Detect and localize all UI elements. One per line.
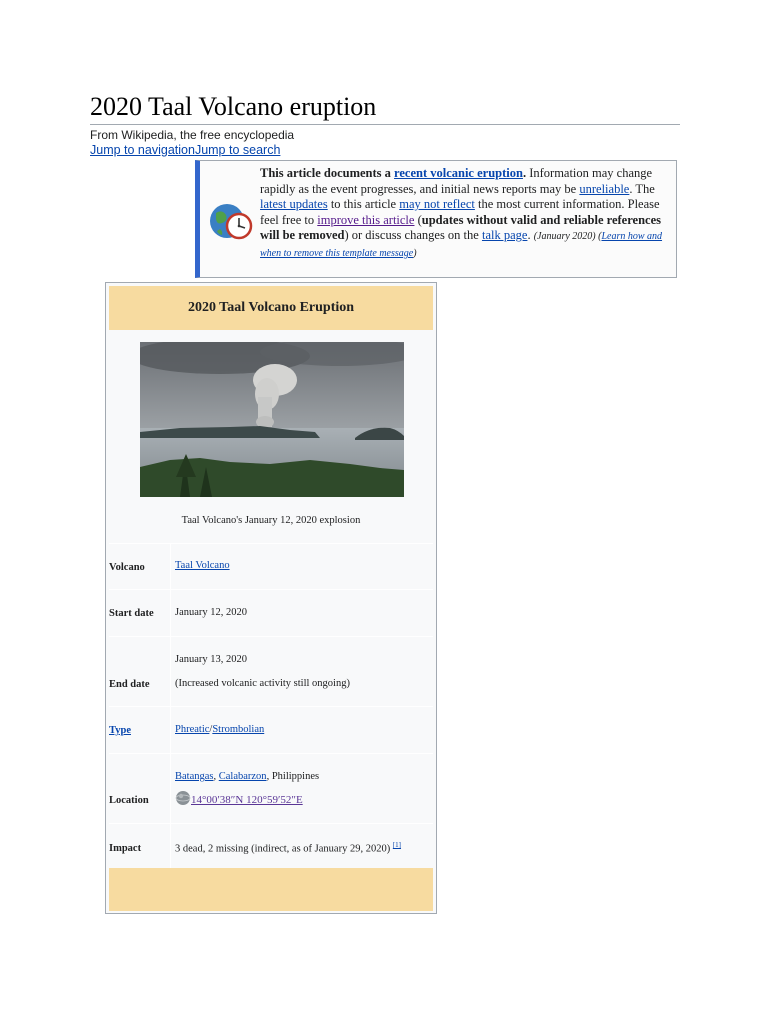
row-separator: [109, 543, 433, 544]
jump-to-navigation-link[interactable]: Jump to navigation: [90, 143, 195, 157]
latest-updates-link[interactable]: latest updates: [260, 197, 328, 212]
impact-text: 3 dead, 2 missing (indirect, as of January 29, 2020): [175, 843, 393, 855]
impact-value: [175, 841, 401, 855]
unreliable-link[interactable]: unreliable: [579, 181, 630, 196]
coordinates-link[interactable]: 14°00′38″N 120°59′52″E: [191, 794, 303, 806]
batangas-link[interactable]: Batangas: [175, 771, 214, 782]
taal-volcano-link[interactable]: Taal Volcano: [175, 560, 230, 571]
improve-article-link[interactable]: improve this article: [317, 212, 415, 227]
notice-text-5: (: [414, 212, 422, 227]
volcano-value: [175, 560, 230, 571]
notice-text-1: Information may change rapidly as the event progresses, and initial news reports may be: [260, 166, 653, 196]
page-title: 2020 Taal Volcano eruption: [90, 92, 680, 125]
volcano-label: Volcano: [109, 562, 145, 573]
notice-text: [260, 166, 672, 262]
end-date-label: End date: [109, 679, 150, 690]
row-separator: [109, 823, 433, 824]
end-date-note: (Increased volcanic activity still ongoing): [175, 678, 350, 689]
may-not-reflect-link[interactable]: may not reflect: [399, 197, 475, 212]
notice-text-9: ): [413, 247, 417, 259]
reference-1-link[interactable]: [1]: [392, 841, 402, 849]
learn-remove-template-link[interactable]: Learn how and when to remove this template message: [260, 231, 663, 259]
type-link[interactable]: Type: [109, 725, 131, 736]
type-separator: /: [209, 724, 213, 735]
clock-globe-icon: [208, 201, 254, 241]
row-separator: [109, 706, 433, 707]
column-separator: [170, 543, 171, 868]
notice-text-6: ) or discuss changes on the: [344, 228, 482, 243]
talk-page-link[interactable]: talk page: [481, 228, 528, 243]
row-separator: [109, 636, 433, 637]
infobox-title: 2020 Taal Volcano Eruption: [109, 286, 433, 330]
notice-text-7: .: [527, 228, 534, 243]
location-country: , Philippines: [266, 771, 320, 782]
type-label: [109, 725, 131, 736]
end-date-value: January 13, 2020: [175, 654, 248, 665]
impact-label: Impact: [109, 843, 142, 854]
notice-text-8: (: [595, 231, 602, 243]
current-event-notice: [195, 160, 677, 278]
jump-to-search-link[interactable]: Jump to search: [194, 143, 281, 157]
coordinates-row: [175, 790, 303, 806]
jump-links: [90, 143, 280, 157]
notice-text-3: to this article: [327, 197, 400, 212]
location-value: [175, 771, 319, 782]
notice-date: (January 2020): [533, 231, 596, 243]
eruption-photo[interactable]: [140, 342, 404, 497]
infobox: [105, 282, 437, 914]
type-value: [175, 724, 264, 735]
notice-intro: This article documents a: [260, 166, 395, 180]
globe-icon[interactable]: [175, 790, 191, 806]
site-tagline: From Wikipedia, the free encyclopedia: [90, 128, 295, 142]
location-separator: ,: [213, 771, 219, 782]
notice-warning: updates without valid and reliable references will be removed: [260, 212, 662, 243]
phreatic-link[interactable]: Phreatic: [175, 724, 210, 735]
row-separator: [109, 589, 433, 590]
notice-text-2: . The: [629, 181, 655, 196]
start-date-label: Start date: [109, 608, 154, 619]
photo-caption: Taal Volcano's January 12, 2020 explosion: [181, 515, 361, 526]
location-label: Location: [109, 795, 149, 806]
recent-eruption-link[interactable]: recent volcanic eruption: [394, 166, 523, 180]
infobox-footer: [109, 868, 433, 911]
notice-period: .: [522, 166, 527, 180]
start-date-value: January 12, 2020: [175, 607, 248, 618]
calabarzon-link[interactable]: Calabarzon: [218, 771, 267, 782]
notice-text-4: the most current information. Please feel free to: [260, 197, 660, 227]
row-separator: [109, 753, 433, 754]
strombolian-link[interactable]: Strombolian: [212, 724, 265, 735]
